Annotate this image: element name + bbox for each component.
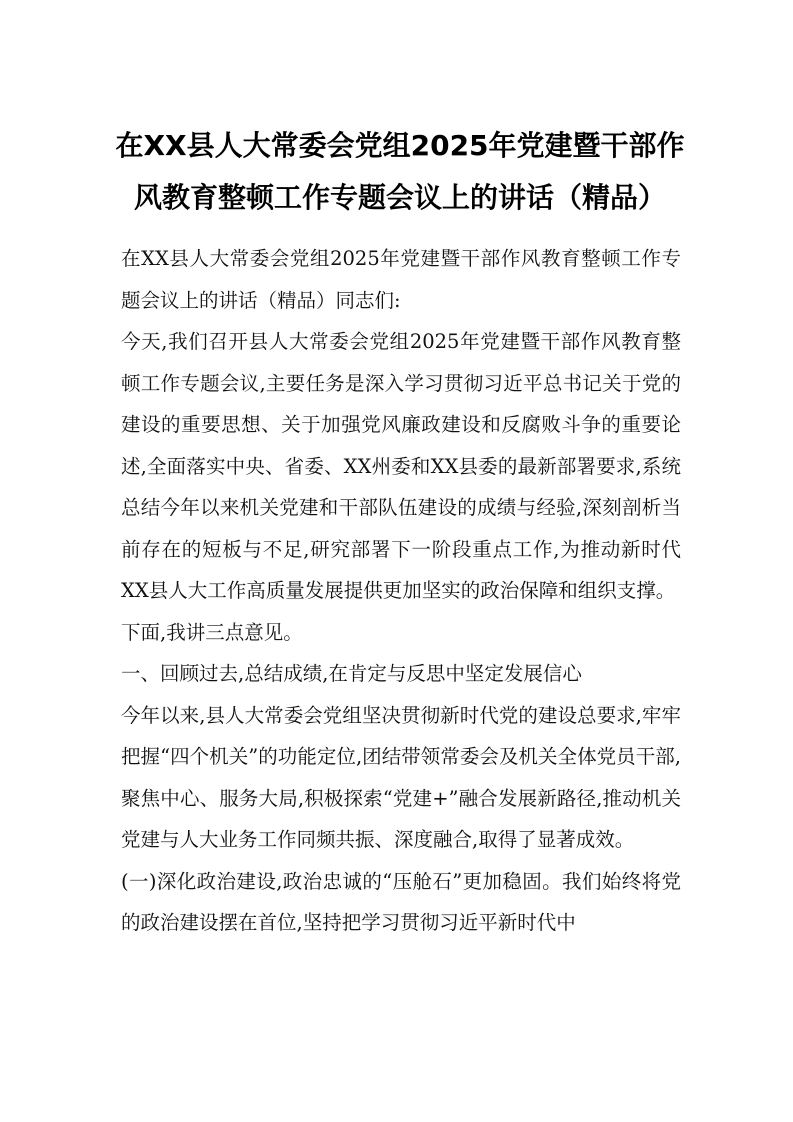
paragraph-achievements: 今年以来,县人大常委会党组坚决贯彻新时代党的建设总要求,牢牢把握“四个机关”的功能定位,团结带领常委会及机关全体党员干部,聚焦中心、服务大局,积极探索“党建+”融合发展新路径,推动机关党建与人大业务工作同频共振、深度融合,取得了显著成效。	[121, 703, 681, 851]
document-title: 在XX县人大常委会党组2025年党建暨干部作风教育整顿工作专题会议上的讲话（精品）	[115, 129, 685, 214]
document-body	[121, 238, 681, 944]
paragraph-meeting-purpose: 今天,我们召开县人大常委会党组2025年党建暨干部作风教育整顿工作专题会议,主要任务是深入学习贯彻习近平总书记关于党的建设的重要思想、关于加强党风廉政建设和反腐败斗争的重要论述,全面落实中央、省委、XX州委和XX县委的最新部署要求,系统总结今年以来机关党建和干部队伍建设的成绩与经验,深刻剖析当前存在的短板与不足,研究部署下一阶段重点工作,为推动新时代XX县人大工作高质量发展提供更加坚实的政治保障和组织支撑。	[121, 330, 681, 602]
paragraph-political-building: (一)深化政治建设,政治忠诚的“压舱石”更加稳固。我们始终将党的政治建设摆在首位,坚持把学习贯彻习近平新时代中	[121, 869, 681, 934]
section-heading-1: 一、回顾过去,总结成绩,在肯定与反思中坚定发展信心	[121, 662, 582, 685]
paragraph-three-points: 下面,我讲三点意见。	[121, 620, 303, 644]
paragraph-opening: 在XX县人大常委会党组2025年党建暨干部作风教育整顿工作专题会议上的讲话（精品）同志们:	[121, 247, 681, 312]
